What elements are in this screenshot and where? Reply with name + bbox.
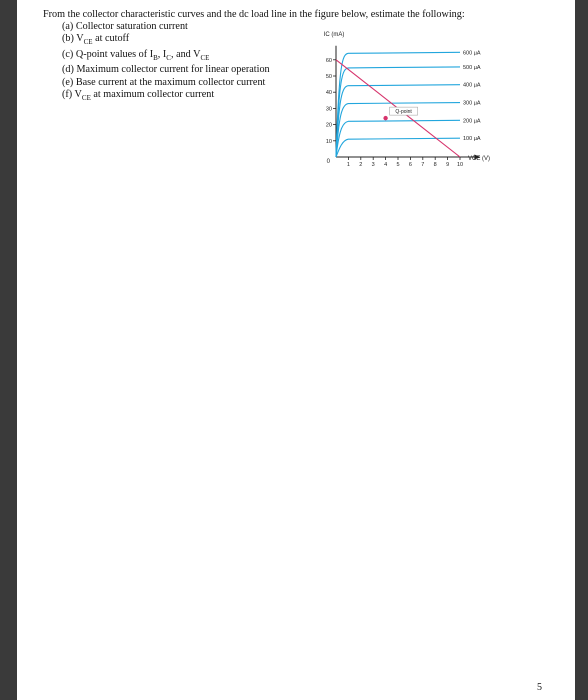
curve-label: 300 µA: [463, 100, 481, 107]
page-number: 5: [537, 682, 542, 693]
curve-label: 400 µA: [463, 82, 481, 89]
curve-label: 600 µA: [463, 50, 481, 57]
question-item-label: (e): [62, 76, 76, 88]
question-item-label: (c): [62, 48, 76, 60]
x-tick-label: 5: [396, 162, 400, 168]
x-axis-label: VCE (V): [468, 156, 491, 162]
collector-characteristic-chart: [17, 0, 575, 700]
question-item-text: $V_{CE}$ at maximum collector current: [74, 89, 215, 103]
curve-label: 200 µA: [463, 118, 481, 125]
curve-label: 100 µA: [463, 136, 481, 143]
y-tick-label: 40: [325, 90, 332, 97]
question-item-text: Base current at the maximum collector current: [75, 76, 266, 88]
question-item-label: (a): [62, 21, 76, 32]
y-tick-label: 30: [325, 106, 332, 113]
question-item-text: Maximum collector current for linear operation: [76, 64, 270, 76]
x-tick-label: 1: [346, 162, 350, 168]
question-item-label: (f): [62, 89, 75, 101]
q-point-marker: [383, 116, 387, 120]
x-tick-label: 9: [446, 162, 450, 168]
x-tick-label: 6: [408, 162, 412, 168]
x-tick-label: 2: [359, 162, 363, 168]
x-tick-label: 8: [433, 162, 437, 168]
question-item-text: Collector saturation current: [75, 21, 188, 32]
x-tick-label: 7: [421, 162, 425, 168]
question-item-label: (b): [62, 33, 77, 45]
y-tick-label: 60: [325, 57, 332, 64]
y-tick-label: 50: [325, 74, 332, 80]
x-tick-label: 3: [371, 162, 375, 168]
q-point-label: Q-point: [395, 109, 412, 116]
document-page: [17, 0, 575, 700]
question-intro: From the collector characteristic curves and the dc load line in the figure below, estimate the following:: [43, 9, 465, 20]
curve-label: 500 µA: [463, 64, 481, 71]
question-item-text: $V_{CE}$ at cutoff: [76, 33, 130, 47]
y-axis-label: IC (mA): [323, 32, 345, 38]
x-tick-label: 4: [384, 162, 388, 168]
y-tick-label: 20: [325, 122, 332, 129]
y-tick-label: 10: [325, 138, 332, 145]
x-tick-label: 10: [456, 162, 464, 168]
question-item-text: Q-point values of $I_B$, $I_C$, and $V_{CE}$: [75, 48, 210, 62]
characteristic-curve: [336, 138, 460, 157]
question-item-label: (d): [62, 64, 77, 76]
origin-label: 0: [326, 159, 330, 165]
